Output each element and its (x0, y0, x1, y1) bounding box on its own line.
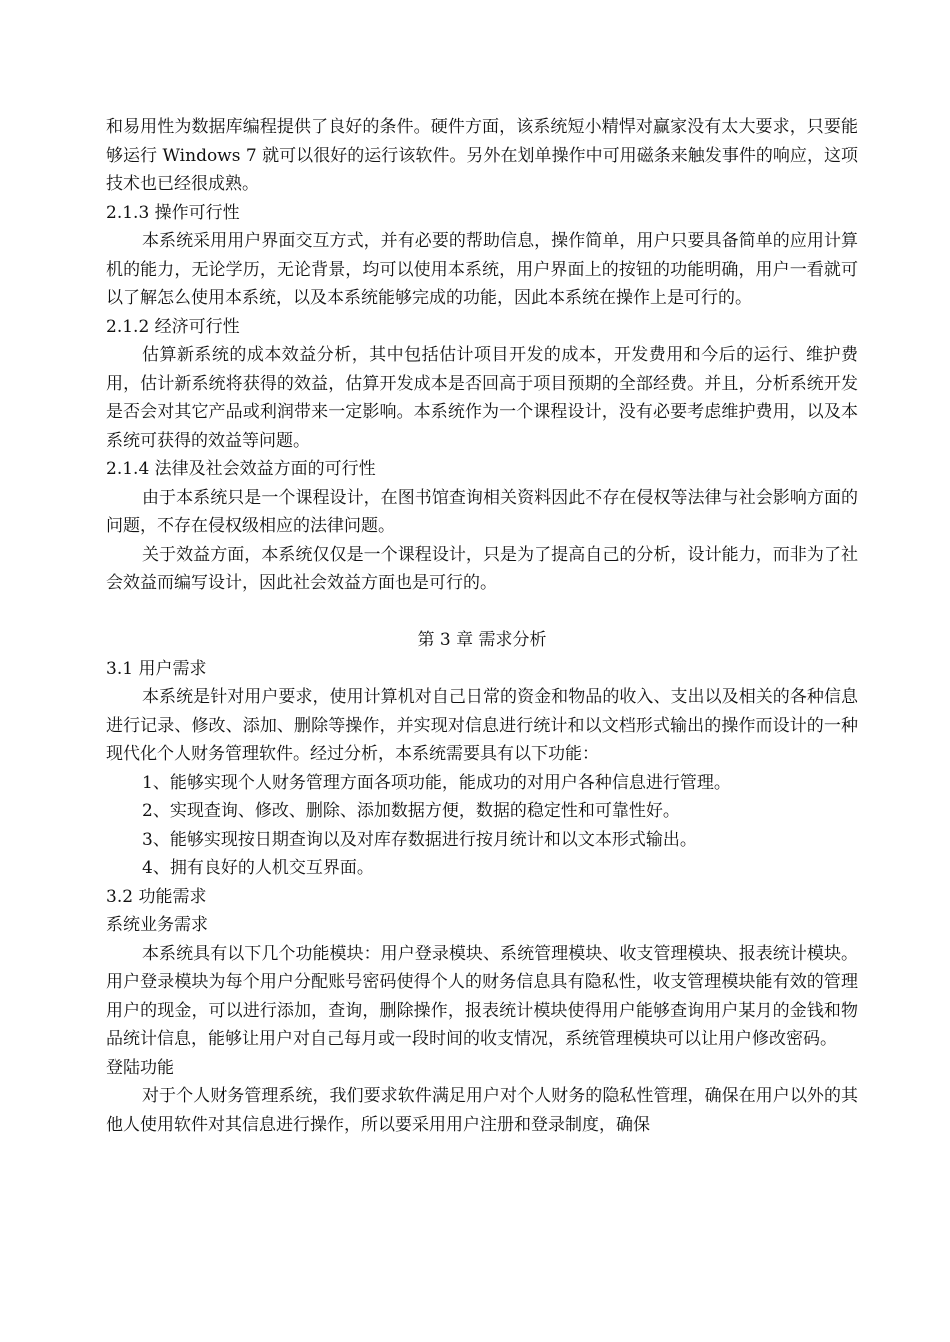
paragraph-operation-feasibility: 本系统采用用户界面交互方式，并有必要的帮助信息，操作简单，用户只要具备简单的应用计算机的能力，无论学历，无论背景，均可以使用本系统，用户界面上的按钮的功能明确，用户一看就可以了解怎么使用本系统，以及本系统能够完成的功能，因此本系统在操作上是可行的。 (106, 231, 858, 308)
paragraph-legal-feasibility: 由于本系统只是一个课程设计，在图书馆查询相关资料因此不存在侵权等法律与社会影响方面的问题，不存在侵权级相应的法律问题。 (106, 487, 858, 536)
paragraph-user-requirements: 本系统是针对用户要求，使用计算机对自己日常的资金和物品的收入、支出以及相关的各种信息进行记录、修改、添加、删除等操作，并实现对信息进行统计和以文档形式输出的操作而设计的一种现代化个人财务管理软件。经过分析，本系统需要具有以下功能： (106, 687, 858, 764)
list-item: 4、拥有良好的人机交互界面。 (142, 858, 374, 878)
list-item: 2、实现查询、修改、删除、添加数据方便，数据的稳定性和可靠性好。 (142, 801, 680, 821)
heading-business-requirements: 系统业务需求 (106, 915, 208, 935)
paragraph-business-requirements: 本系统具有以下几个功能模块：用户登录模块、系统管理模块、收支管理模块、报表统计模块。用户登录模块为每个用户分配账号密码使得个人的财务信息具有隐私性，收支管理模块能有效的管理用户的现金，可以进行添加，查询，删除操作，报表统计模块使得用户能够查询用户某月的金钱和物品统计信息，能够让用户对自己每月或一段时间的收支情况，系统管理模块可以让用户修改密码。 (106, 943, 858, 1049)
heading-login-function: 登陆功能 (106, 1057, 174, 1078)
list-item: 3、能够实现按日期查询以及对库存数据进行按月统计和以文本形式输出。 (142, 829, 697, 850)
paragraph-hardware: 和易用性为数据库编程提供了良好的条件。硬件方面，该系统短小精悍对赢家没有太大要求，只要能够运行 Windows 7 就可以很好的运行该软件。另外在划单操作中可用磁条来触发事件的响应，这项技术也已经很成熟。 (106, 117, 858, 194)
heading-3-2: 3.2 功能需求 (106, 886, 207, 907)
blank-line (106, 598, 858, 627)
paragraph-login-function: 对于个人财务管理系统，我们要求软件满足用户对个人财务的隐私性管理，确保在用户以外的其他人使用软件对其信息进行操作，所以要采用用户注册和登录制度，确保 (106, 1086, 858, 1135)
heading-2-1-3: 2.1.3 操作可行性 (106, 202, 240, 223)
heading-3-1: 3.1 用户需求 (106, 658, 207, 679)
chapter-title: 第 3 章 需求分析 (417, 630, 547, 650)
document-page (106, 113, 858, 1139)
paragraph-economic-feasibility: 估算新系统的成本效益分析，其中包括估计项目开发的成本，开发费用和今后的运行、维护费用，估计新系统将获得的效益，估算开发成本是否回高于项目预期的全部经费。并且，分析系统开发是否会对其它产品或利润带来一定影响。本系统作为一个课程设计，没有必要考虑维护费用，以及本系统可获得的效益等问题。 (106, 345, 858, 451)
heading-2-1-2: 2.1.2 经济可行性 (106, 316, 240, 337)
list-item: 1、能够实现个人财务管理方面各项功能，能成功的对用户各种信息进行管理。 (142, 772, 731, 793)
paragraph-benefit-feasibility: 关于效益方面，本系统仅仅是一个课程设计，只是为了提高自己的分析，设计能力，而非为了社会效益而编写设计，因此社会效益方面也是可行的。 (106, 544, 858, 593)
heading-2-1-4: 2.1.4 法律及社会效益方面的可行性 (106, 459, 376, 479)
